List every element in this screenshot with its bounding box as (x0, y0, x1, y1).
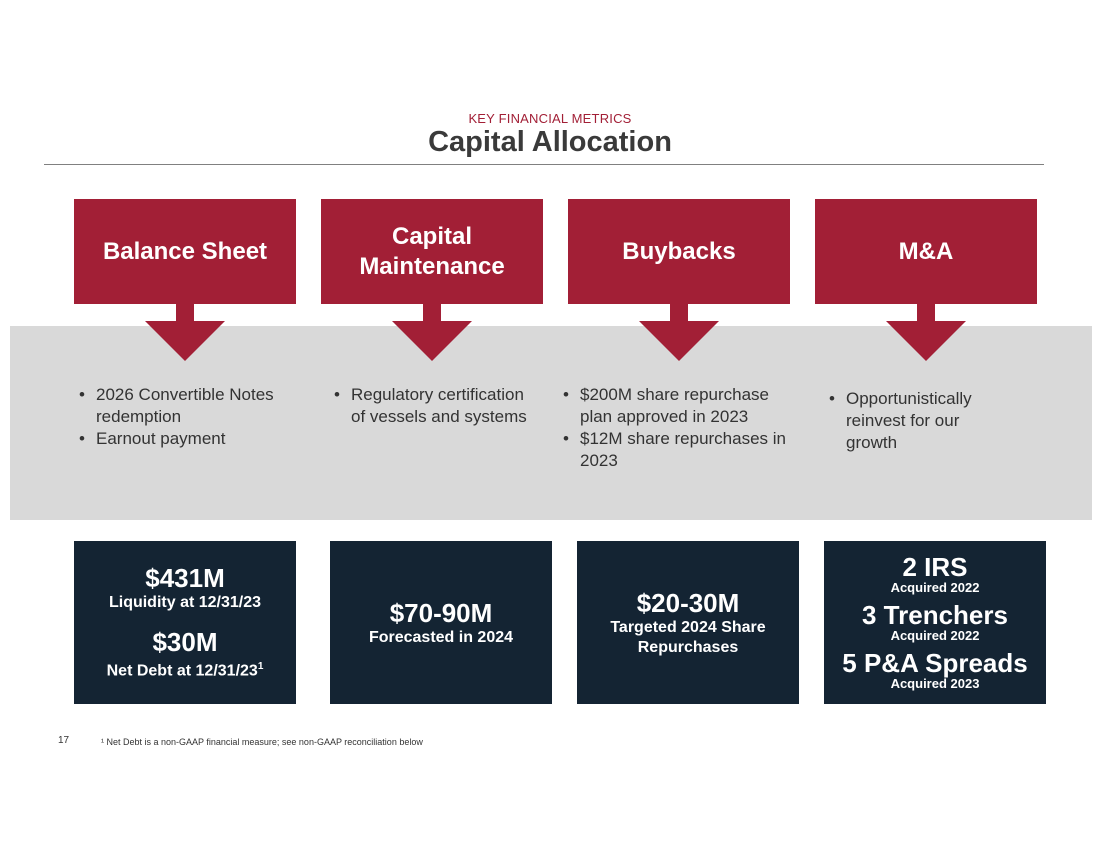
list-item (79, 384, 304, 428)
slide-kicker: KEY FINANCIAL METRICS (468, 111, 632, 126)
bullet-icon: • (563, 429, 569, 448)
slide-title: Capital Allocation (428, 126, 672, 158)
bullet-text: Opportunistically reinvest for our growth (846, 389, 972, 452)
bullets-buybacks (563, 384, 795, 472)
metric-label: Repurchases (637, 638, 739, 656)
down-arrow-icon (639, 303, 719, 361)
metric-value: $431M (145, 563, 225, 594)
metric-value: 3 Trenchers (862, 599, 1008, 630)
metric-value: $70-90M (389, 597, 493, 628)
down-arrow-icon (392, 303, 472, 361)
bullet-text: 2026 Convertible Notes redemption (96, 385, 274, 426)
metric-label: Acquired 2023 (890, 675, 980, 691)
metric-label: Acquired 2022 (890, 579, 980, 595)
heading-capital-maintenance-line2: Maintenance (359, 252, 505, 280)
metric-box-balance-sheet (74, 541, 296, 704)
bullet-icon: • (334, 385, 340, 404)
bullet-text: $12M share repurchases in 2023 (580, 429, 787, 470)
page-number: 17 (58, 735, 70, 746)
heading-m-and-a (815, 199, 1037, 304)
metric-label (107, 657, 264, 681)
metric-box-buybacks (577, 541, 799, 704)
title-divider (44, 164, 1044, 165)
bullet-icon: • (563, 385, 569, 404)
bullet-icon: • (829, 389, 835, 408)
metric-label-text: Net Debt at 12/31/23 (106, 662, 258, 680)
bullets-balance-sheet (79, 384, 304, 450)
footnote: ¹ Net Debt is a non-GAAP financial measure; see non-GAAP reconciliation below (101, 737, 423, 747)
heading-balance-sheet-label: Balance Sheet (102, 237, 268, 265)
list-item (334, 384, 534, 428)
metric-value: 2 IRS (902, 551, 968, 582)
bullet-text: Regulatory certification of vessels and systems (351, 385, 527, 426)
metric-value: 5 P&A Spreads (842, 647, 1028, 678)
bullets-capital-maintenance (334, 384, 534, 428)
list-item (829, 388, 1004, 454)
bullets-m-and-a (829, 388, 1004, 454)
list-item (563, 428, 795, 472)
metric-label: Liquidity at 12/31/23 (108, 594, 262, 612)
heading-capital-maintenance-label (359, 222, 504, 282)
metric-value: $20-30M (636, 587, 740, 618)
bullet-icon: • (79, 385, 85, 404)
metric-box-capital-maintenance (330, 541, 552, 704)
footnote-marker: 1 (257, 661, 264, 673)
bullet-text: Earnout payment (96, 429, 226, 448)
bullet-icon: • (79, 429, 85, 448)
metric-label: Forecasted in 2024 (368, 628, 514, 646)
metric-value: $30M (152, 627, 218, 658)
heading-balance-sheet (74, 199, 296, 304)
metric-box-m-and-a (824, 541, 1046, 704)
down-arrow-icon (145, 303, 225, 361)
metric-label: Acquired 2022 (890, 627, 980, 643)
heading-capital-maintenance (321, 199, 543, 304)
list-item (563, 384, 795, 428)
metric-label: Targeted 2024 Share (610, 618, 766, 636)
heading-buybacks-label: Buybacks (622, 237, 736, 265)
heading-m-and-a-label: M&A (898, 237, 954, 265)
down-arrow-icon (886, 303, 966, 361)
heading-buybacks (568, 199, 790, 304)
bullet-text: $200M share repurchase plan approved in 2023 (580, 385, 770, 426)
list-item (79, 428, 304, 450)
heading-capital-maintenance-line1: Capital (391, 222, 472, 250)
